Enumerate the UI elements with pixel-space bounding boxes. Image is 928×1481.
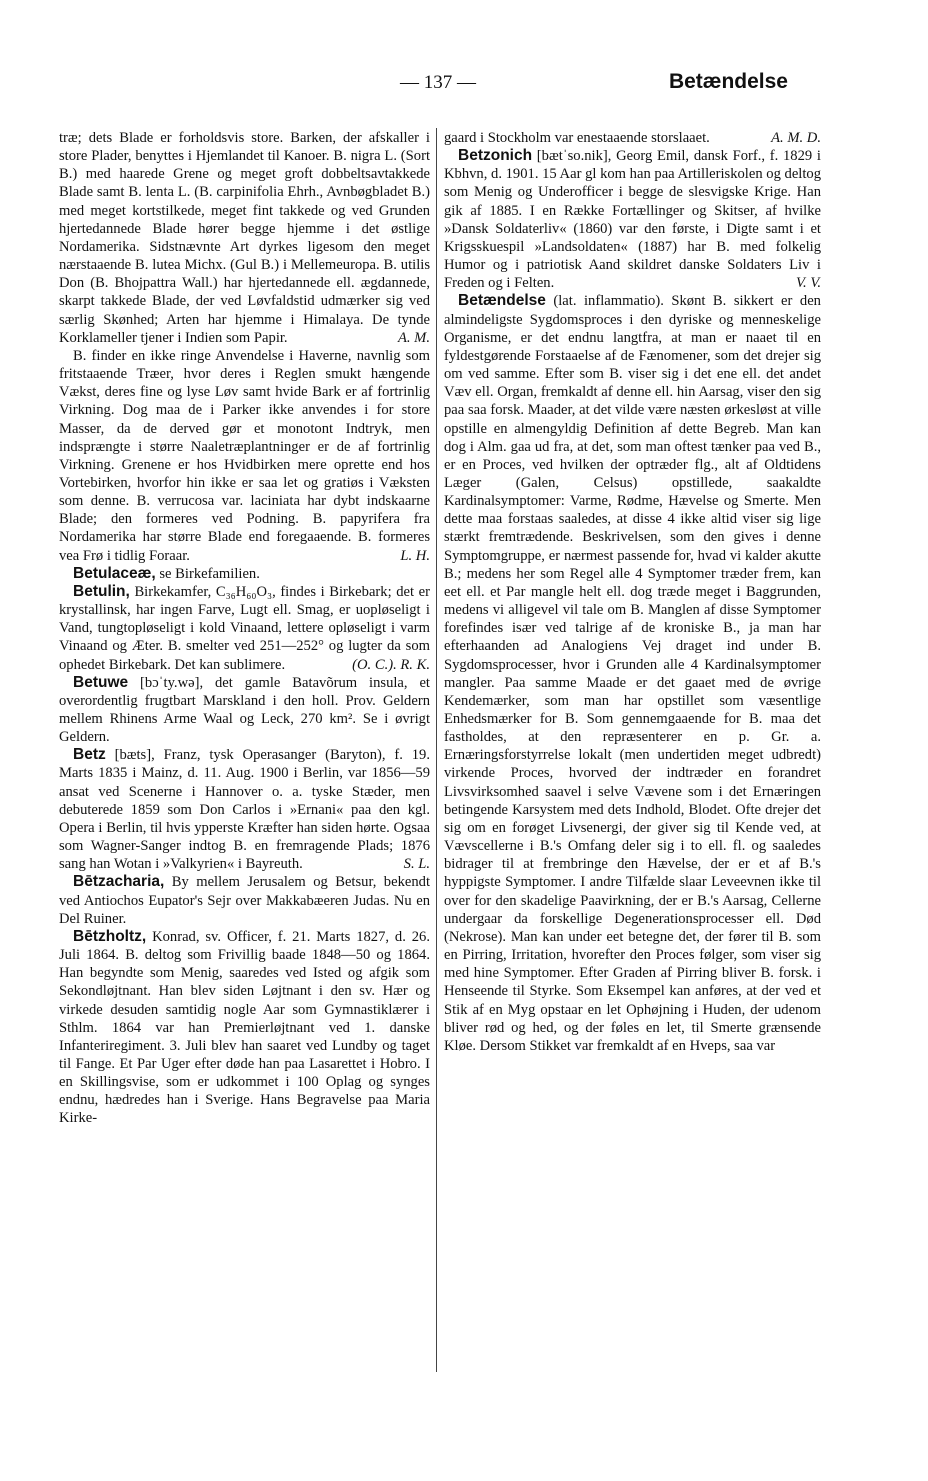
right-column — [444, 129, 821, 1055]
page-number: — 137 — — [400, 72, 476, 93]
entry-betz — [59, 746, 430, 873]
entry-text: Birkekamfer, C₃₆H₆₀O₃, findes i Birkebark; det er krystallinsk, har ingen Farve, Lugt ell. Smag, er uopløseligt i Vand, tungtopløseligt i kold Vinaand, lettere opløseligt i varm Vinaand og Æter. B. smelter ved 251—252° og lugter da som ophedet Birkebark. Det kan sublimere. — [59, 583, 430, 673]
headword: Betulaceæ, — [73, 564, 156, 582]
author-signature: A. M. — [397, 329, 430, 346]
entry-text: (lat. inflammatio). Skønt B. sikkert er den almindeligste Sygdomsproces i den dyriske og menneskelige Organisme, er det endnu langtfra, at man er naaet til en fyldestgørende Forstaaelse af de Fænomener, som det drejer sig om ved samme. Efter som B. viser sig i det ene ell. det andet Væv ell. Organ, fremkaldt af denne ell. hin Aarsag, viser den sig paa saa forsk. Maader, at det vilde være næsten ørkesløst at ville opstille en almengyldig Definition af dette Begreb. Man kan dog i Alm. gaa ud fra, at det, som man oftest tænker paa ved B., er en Proces, ved hvilken der optræder flg., alt af Oldtidens Læger (Galen, Celsus) opstillede, saakaldte Kardinalsymptomer: Varme, Rødme, Hævelse og Smerte. Men dette maa forstaas saaledes, at disse 4 ikke altid viser sig lige stærkt fremtrædende. Beskrivelsen, som den gives i denne Symptomgruppe, er nærmest passende for, hvad vi kalder akutte B.; medens her som Regel alle 4 Symptomer træder frem, kan eet ell. et Par mangle helt ell. dog træde meget i Baggrunden, medens vi alligevel vil tale om B. Manglen af disse Symptomer forefindes især ved talrige af de kroniske B., ja man har efterhaanden ad Analogiens Vej draget ind under B. Sygdomsprocesser, hvor i Grunden alle 4 Kardinalsymptomer mangler. Paa samme Maade er det gaaet med de øvrige Kendemærker, som man har opstillet som væsentlige Enhedsmærker for B. Som gennemgaaende for B. maa det fastholdes, at den repræsenterer en p. Gr. a. Ernæringsforstyrrelse lokalt (men undertiden meget udbredt) virkende Proces, hvorved der indtræder en forandret Livsvirksomhed saavel i selve Vævene som i det Ernæringen betingende Karsystem med dets Indhold, Blodet. Ofte drejer det sig om en forøget Livsenergi, der giver sig til Kende ved, at Vævscellerne i B.'s Omfang deler sig i to ell. fl. og saaledes bidrager til at frembringe den Hævelse, der er et af B.'s hyppigste Symptomer. I andre Tilfælde slaar Leveevnen ikke til over for den skadelige Paavirkning, der er B.'s Aarsag, Cellerne undergaar da forskellige Degenerationsprocesser ell. Død (Nekrose). Man kan under eet betegne det, der fører til B. som en Pirring, Irritation, hvorefter den Proces følger, som viser sig med hine Symptomer. Efter Graden af Pirring bliver B. forsk. i Henseende til Styrke. Som Eksempel kan anføres, at der ved et Stik af en Myg opstaar en let Ophøjning i Huden, der udenom bliver rød og hed, og der føles en let, til Smerte grænsende Kløe. Dersom Stikket var fremkaldt af en Hveps, saa var — [444, 293, 821, 1054]
entry-text: [bɔˈty.wə], det gamle Batavõrum insula, et overordentlig frugtbart Marskland i den holl. Prov. Geldern mellem Rhinens Arme Waal og Leck, 270 km². Se i øvrigt Geldern. — [59, 674, 430, 746]
left-column — [59, 129, 430, 1128]
entry-betulin — [59, 583, 430, 674]
headword: Betuwe — [73, 673, 129, 691]
headword: Betzonich — [458, 147, 533, 165]
entry-text: gaard i Stockholm var enestaaende storslaaet. — [444, 130, 710, 146]
entry-text: se Birkefamilien. — [159, 565, 260, 582]
page-header — [0, 72, 928, 102]
column-divider — [436, 128, 437, 1372]
headword: Betz — [73, 746, 106, 764]
author-signature: (O. C.). R. K. — [352, 656, 430, 673]
entry-betzacharia — [59, 873, 430, 927]
author-signature: S. L. — [403, 856, 430, 873]
author-signature: L. H. — [400, 547, 430, 564]
entry-birch-use — [59, 347, 430, 565]
running-head: Betændelse — [668, 70, 788, 93]
entry-text: [bæts], Franz, tysk Operasanger (Baryton), f. 19. Marts 1835 i Mainz, d. 11. Aug. 1900 i Berlin, var 1856—59 ansat ved Scenerne i Hannover o. a. tyske Stæder, men debuterede 1859 som Don Carlos i »Ernani« paa den kgl. Opera i Berlin, til hvis ypperste Kræfter han siden hørte. Ogsaa som Wagner-Sanger indtog B. en fremragende Plads; 1876 sang han Wotan i »Valkyrien« i Bayreuth. — [59, 747, 430, 873]
entry-text: By mellem Jerusalem og Betsur, bekendt ved Antiochos Eupator's Sejr over Makkabæeren Judas. Nu en Del Ruiner. — [59, 874, 430, 927]
entry-betzholtz — [59, 928, 430, 1128]
headword: Bētzholtz, — [73, 927, 147, 945]
entry-betulaceae — [59, 565, 430, 583]
entry-text: B. finder en ikke ringe Anvendelse i Haverne, navnlig som fritstaaende Træer, hvor deres i Reglen smukt hængende Vækst, deres fine og lyse Løv samt hvide Bark er af fortrinlig Virkning. Dog maa de i Parker ikke anvendes i for store Masser, da de derved gør et monotont Indtryk, men indsprængte i større Naaletræplantninger er de af fortrinlig Virkning. Grenene er hos Hvidbirken mere oprette end hos Vortebirken, hvorfor hin ikke er saa let og gratiøs i Væksten som denne. B. verrucosa var. laciniata har dybt indskaarne Blade; den formeres ved Podning. B. papyrifera fra Nordamerika har større Blade end foregaaende. B. formeres vea Frø i tidlig Foraar. — [59, 347, 430, 564]
author-signature: A. M. D. — [771, 130, 821, 146]
entry-betaendelse — [444, 292, 821, 1055]
entry-betzonich — [444, 147, 821, 292]
entry-betzholtz-continued — [444, 129, 821, 147]
entry-text: træ; dets Blade er forholdsvis store. Barken, der afskaller i store Plader, benyttes i Hjemlandet til Kanoer. B. nigra L. (Sort B.) med haarede Grene og meget groft dobbeltsavtakkede Blade samt B. lenta L. (B. carpinifolia Ehrh., Avnbøgbladet B.) med meget kortstilkede, meget fint takkede og ved Grunden hjertedannede Blade hører begge hjemme i det østlige Nordamerika. Sidstnævnte Art dyrkes ligesom den meget nærstaaende B. lutea Michx. (Gul B.) i Mellemeuropa. B. utilis Don (B. Bhojpattra Wall.) har hjertedannede ell. ægdannede, skarpt takkede Blade, der ved Løvfaldstid udmærker sig ved særlig Skønhed; Arten har hjemme i Himalaya. De tynde Korklameller tjener i Indien som Papir. — [59, 130, 430, 346]
headword: Bētzacharia, — [73, 873, 165, 891]
entry-text: [bætˈso.nik], Georg Emil, dansk Forf., f. 1829 i Kbhvn, d. 1901. 15 Aar gl kom han paa Artilleriskolen og deltog som Menig og Underofficer i begge de slesvigske Krige. Han gik af 1885. I en Række Fortællinger og Skitser, af hvilke »Dansk Soldaterliv« (1860) var den første, i Digte samt i et Krigsskuespil »Landsoldaten« (1887) har B. med folkelig Humor og i patriotisk Aand skildret danske Soldaters Liv i Freden og i Felten. — [444, 148, 821, 292]
entry-birch-continued — [59, 129, 430, 347]
entry-text: Konrad, sv. Officer, f. 21. Marts 1827, d. 26. Juli 1864. B. deltog som Frivillig baade 1848—50 og 1864. Han begyndte som Menig, saaredes ved Isted og afgik som Sekondløjtnant. Han blev siden Løjtnant i den sv. Hær og virkede desuden samtidig nogle Aar som Gymnastiklærer i Sthlm. 1864 var han Premierløjtnant ved 1. danske Infanteriregiment. 3. Juli blev han saaret ved Lundby og taget til Fange. Et Par Uger efter døde han paa Lasarettet i Hobro. I en Skillingsvise, som er udkommet i 100 Oplag og synges endnu, hædredes han i Sverige. Hans Begravelse paa Maria Kirke- — [59, 928, 430, 1127]
author-signature: V. V. — [795, 275, 821, 292]
headword: Betulin, — [73, 582, 130, 600]
headword: Betændelse — [458, 292, 546, 310]
entry-betuwe — [59, 674, 430, 747]
